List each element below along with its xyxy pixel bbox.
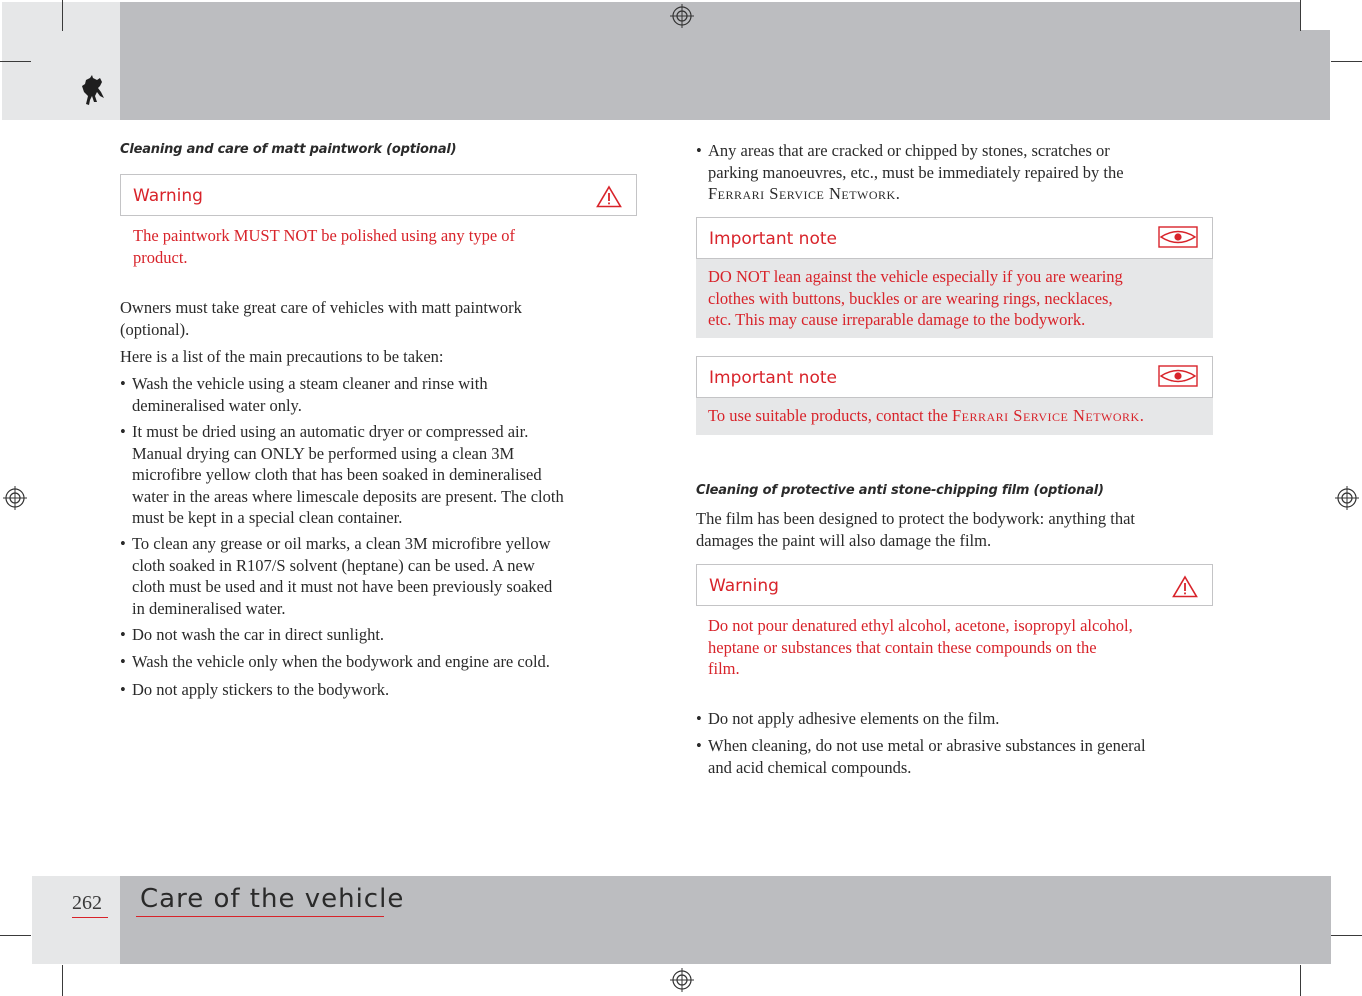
important-note-box	[696, 217, 1213, 259]
list-item: • Do not wash the car in direct sunlight.	[120, 624, 652, 646]
crop-mark	[62, 0, 63, 31]
note-text-line: etc. This may cause irreparable damage to the bodywork.	[708, 310, 1086, 329]
list-item: • Do not apply stickers to the bodywork.	[120, 679, 652, 701]
ferrari-horse-icon	[78, 74, 106, 106]
list-item: • When cleaning, do not use metal or abrasive substances in general and acid chemical compounds.	[696, 735, 1238, 778]
warning-text-matt	[133, 225, 633, 268]
intro-paragraph-matt	[120, 297, 640, 340]
page-number-underline	[72, 917, 108, 918]
eye-icon	[1158, 365, 1198, 387]
warning-title: Warning	[133, 186, 203, 206]
warning-text-line: product.	[133, 247, 188, 267]
text-line: Owners must take great care of vehicles with matt paintwork	[120, 298, 522, 317]
registration-mark-icon	[670, 968, 694, 992]
important-note-box	[696, 356, 1213, 398]
crop-mark	[1300, 965, 1301, 996]
eye-icon	[1158, 226, 1198, 248]
ferrari-service-network-label: Ferrari Service Network	[708, 184, 896, 203]
ferrari-service-network-label: Ferrari Service Network	[952, 406, 1140, 425]
text-line	[708, 183, 1228, 205]
warning-box-matt	[120, 174, 637, 216]
list-item-repair: • Any areas that are cracked or chipped by stones, scratches or parking manoeuvres, etc., must be immediately repaired by the Ferrari Service Network.	[696, 140, 1228, 205]
text-line: To clean any grease or oil marks, a clean 3M microfibre yellow	[132, 534, 551, 553]
text-line: Wash the vehicle only when the bodywork and engine are cold.	[132, 652, 550, 671]
text-line: Manual drying can ONLY be performed using a clean 3M	[132, 443, 515, 463]
list-item: • It must be dried using an automatic dryer or compressed air. Manual drying can ONLY be performed using a clean 3M microfibre yellow cloth that has been soaked in demineralised water in the areas where limescale deposits are present. The cloth must be kept in a special clean container.	[120, 421, 652, 529]
note-text-line: DO NOT lean against the vehicle especially if you are wearing	[708, 267, 1123, 286]
note-body-lean	[696, 259, 1213, 338]
warning-box-film	[696, 564, 1213, 606]
warning-title: Warning	[709, 576, 779, 596]
intro-paragraph-film	[696, 508, 1226, 551]
text-line: Do not apply stickers to the bodywork.	[132, 680, 390, 699]
punctuation: .	[1139, 406, 1144, 425]
registration-mark-icon	[3, 486, 27, 510]
text-line: Do not wash the car in direct sunlight.	[132, 625, 385, 644]
list-item: • Wash the vehicle only when the bodywork and engine are cold.	[120, 651, 652, 673]
list-item: • To clean any grease or oil marks, a clean 3M microfibre yellow cloth soaked in R107/S solvent (heptane) can be used. A new cloth must be used and it must not have been previously soaked in demineralised water.	[120, 533, 652, 619]
text-line: When cleaning, do not use metal or abrasive substances in general	[708, 736, 1146, 755]
text-line: in demineralised water.	[132, 598, 286, 618]
warning-text-film	[708, 615, 1218, 680]
text-line: It must be dried using an automatic dryer or compressed air.	[132, 422, 529, 441]
note-text-line: clothes with buttons, buckles or are wearing rings, necklaces,	[708, 288, 1113, 308]
note-text-line	[708, 405, 1201, 427]
list-intro: Here is a list of the main precautions to be taken:	[120, 347, 444, 366]
text-line: Any areas that are cracked or chipped by stones, scratches or	[708, 141, 1110, 160]
warning-triangle-icon	[1172, 575, 1198, 598]
section-title-matt-paintwork: Cleaning and care of matt paintwork (optional)	[120, 142, 457, 157]
text-line: parking manoeuvres, etc., must be immediately repaired by the	[708, 162, 1124, 182]
note-title: Important note	[709, 229, 837, 249]
punctuation: .	[895, 184, 900, 203]
text-line: and acid chemical compounds.	[708, 757, 912, 777]
text-line: water in the areas where limescale deposits are present. The cloth	[132, 486, 564, 506]
text-line: (optional).	[120, 319, 190, 339]
list-item: • Wash the vehicle using a steam cleaner and rinse with demineralised water only.	[120, 373, 652, 416]
crop-mark	[62, 965, 63, 996]
crop-mark	[1331, 61, 1362, 62]
page-number: 262	[72, 892, 102, 914]
text-line: microfibre yellow cloth that has been soaked in demineralised	[132, 465, 542, 484]
text-line: Do not apply adhesive elements on the film.	[708, 709, 1000, 728]
warning-text-line: The paintwork MUST NOT be polished using any type of	[133, 226, 516, 245]
text-line: must be kept in a special clean container.	[132, 508, 403, 527]
chapter-title-underline	[136, 916, 384, 917]
crop-mark	[1300, 0, 1301, 31]
crop-mark	[1331, 935, 1362, 936]
crop-mark	[0, 935, 31, 936]
text-line: The film has been designed to protect the bodywork: anything that	[696, 509, 1135, 528]
crop-mark	[0, 61, 31, 62]
list-item: • Do not apply adhesive elements on the film.	[696, 708, 1238, 730]
text-line: cloth soaked in R107/S solvent (heptane) can be used. A new	[132, 555, 535, 575]
text-line: cloth must be used and it must not have been previously soaked	[132, 577, 553, 596]
header-notch	[1300, 2, 1331, 30]
registration-mark-icon	[670, 4, 694, 28]
registration-mark-icon	[1335, 486, 1359, 510]
chapter-title: Care of the vehicle	[140, 884, 405, 914]
text-line: demineralised water only.	[132, 395, 302, 415]
warning-text-line: Do not pour denatured ethyl alcohol, acetone, isopropyl alcohol,	[708, 616, 1133, 635]
section-title-film: Cleaning of protective anti stone-chipping film (optional)	[696, 483, 1104, 498]
text-line: Wash the vehicle using a steam cleaner and rinse with	[132, 374, 488, 393]
note-body-products	[696, 398, 1213, 435]
warning-text-line: heptane or substances that contain these compounds on the	[708, 637, 1097, 657]
warning-triangle-icon	[596, 185, 622, 208]
text-line: damages the paint will also damage the film.	[696, 530, 992, 550]
note-text: To use suitable products, contact the	[708, 406, 952, 425]
note-title: Important note	[709, 368, 837, 388]
warning-text-line: film.	[708, 659, 740, 678]
footer-light-panel	[32, 876, 120, 964]
header-band	[120, 2, 1330, 120]
